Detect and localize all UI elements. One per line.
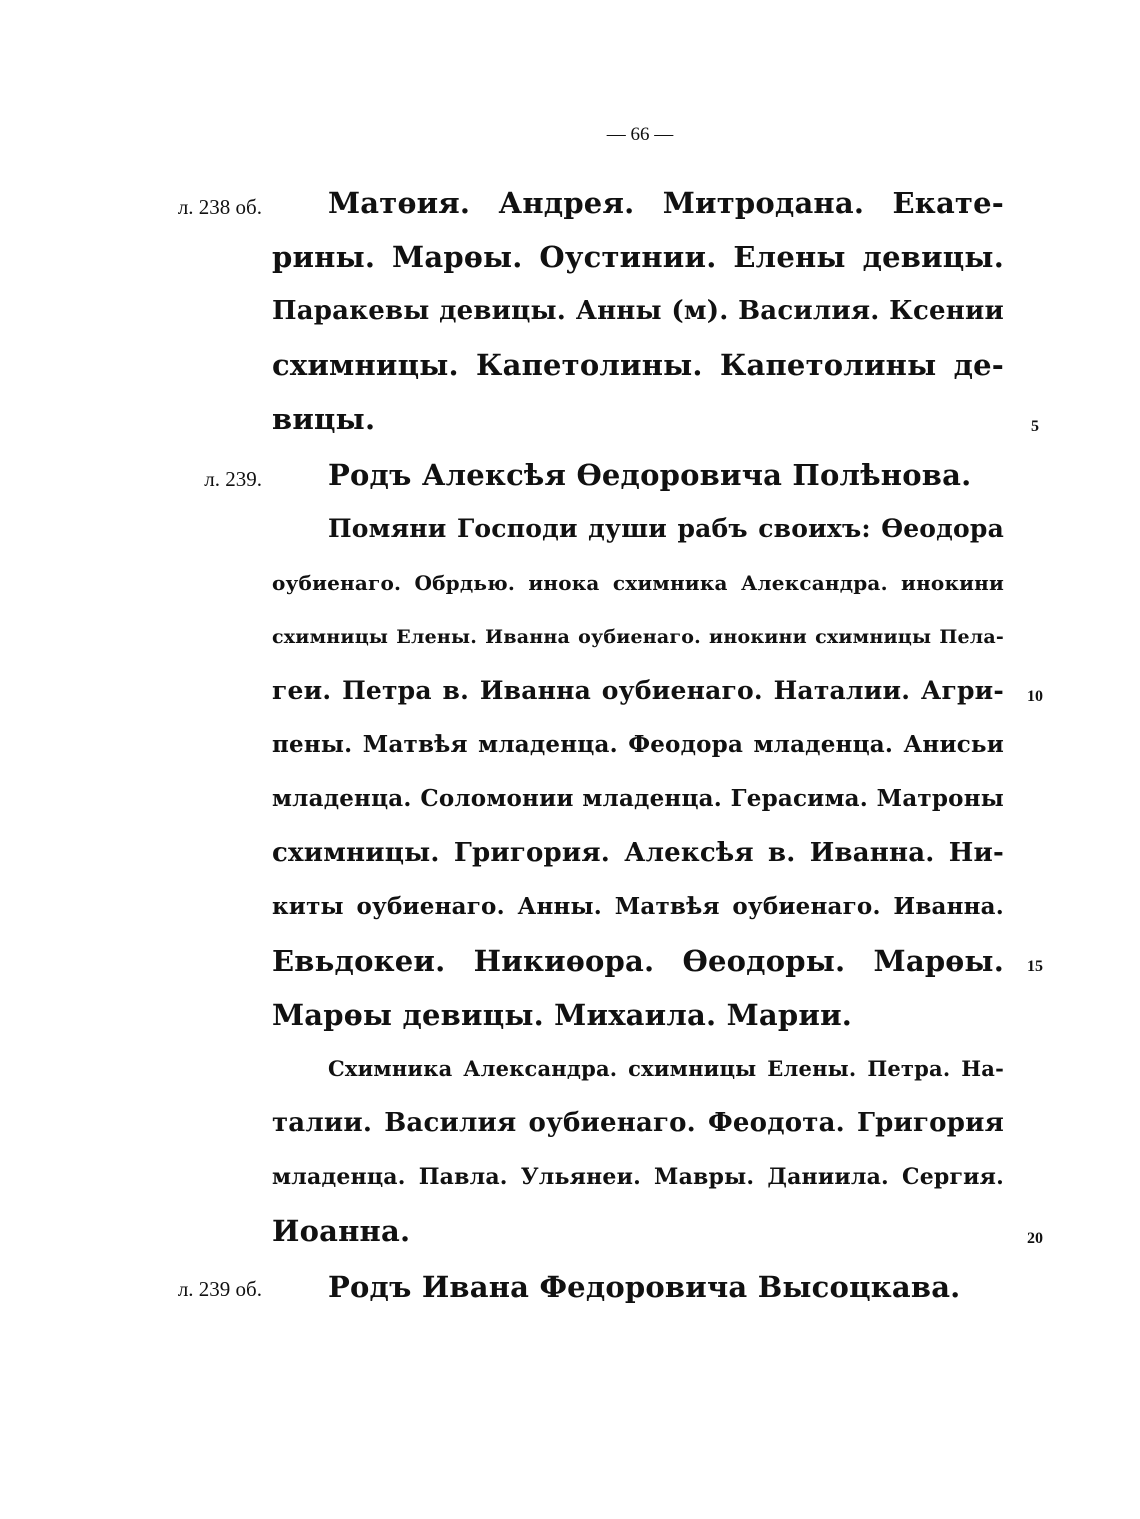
line-number: 10 [1027,688,1043,705]
folio-reference: л. 238 об. [177,195,262,219]
text-line: киты оубиенаго. Анны. Матвѣя оубиенаго. Иванна. [272,893,1004,920]
text-line: схимницы. Григория. Алексѣя в. Иванна. Ни- [272,838,1004,868]
text-line: геи. Петра в. Иванна оубиенаго. Наталии. Агри- [272,676,1004,705]
text-line: рины. Марѳы. Оустинии. Елены девицы. [272,240,1004,274]
section-heading: Родъ Ивана Федоровича Высоцкава. [328,1270,961,1304]
text-line: Паракевы девицы. Анны (м). Василия. Ксении [272,296,1004,326]
text-line: талии. Василия оубиенаго. Феодота. Григория [272,1108,1004,1138]
folio-reference: л. 239. [204,467,262,491]
text-line: Марѳы девицы. Михаила. Марии. [272,998,853,1032]
text-line: младенца. Соломонии младенца. Герасима. Матроны [272,785,1004,812]
text-line: оубиенаго. Обрдью. инока схимника Александра. инокини [272,571,1004,595]
text-line: пены. Матвѣя младенца. Феодора младенца. Анисьи [272,731,1004,758]
text-line: Иоанна. [272,1214,411,1248]
text-line: вицы. [272,402,376,436]
text-line: Матѳия. Андрея. Митродана. Екате- [328,186,1004,220]
text-line: младенца. Павла. Ульянеи. Мавры. Даниила. Сергия. [272,1164,1004,1190]
text-line: Схимника Александра. схимницы Елены. Петра. На- [328,1056,1004,1081]
line-number: 20 [1027,1230,1043,1247]
text-line: схимницы Елены. Иванна оубиенаго. инокини схимницы Пела- [272,626,1004,648]
text-line: схимницы. Капетолины. Капетолины де- [272,348,1004,382]
text-line: Евьдокеи. Никиѳора. Ѳеодоры. Марѳы. [272,944,1004,978]
text-line: Помяни Господи души рабъ своихъ: Ѳеодора [328,514,1004,543]
page-number: — 66 — [606,124,674,145]
line-number: 15 [1027,958,1043,975]
section-heading: Родъ Алексѣя Ѳедоровича Полѣнова. [328,458,972,492]
line-number: 5 [1031,418,1039,435]
folio-reference: л. 239 об. [177,1277,262,1301]
